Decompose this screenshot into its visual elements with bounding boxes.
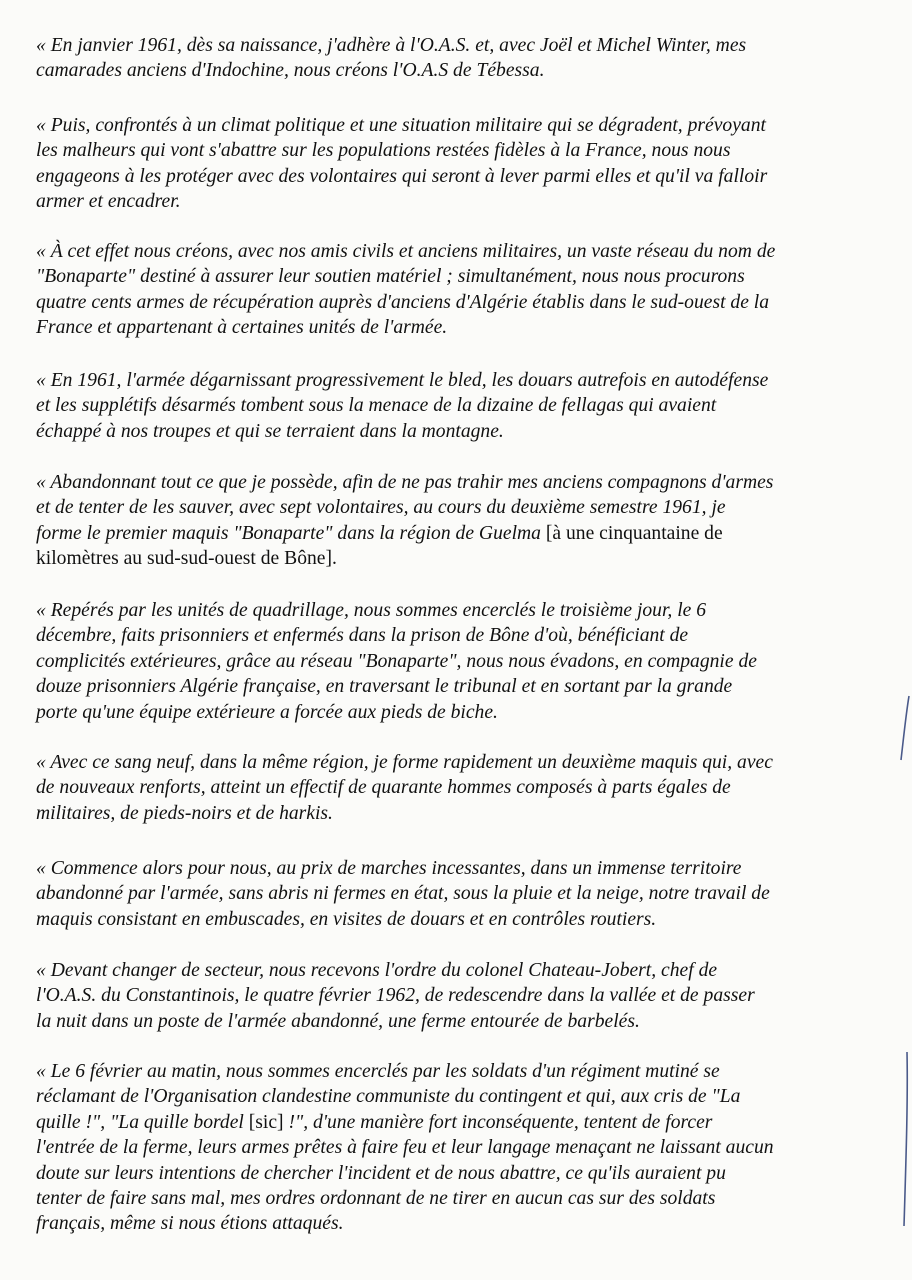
text-line <box>36 1110 884 1135</box>
text-line <box>36 623 884 648</box>
text-line <box>36 239 884 264</box>
paragraph <box>36 750 884 826</box>
text-segment: réclamant de l'Organisation clandestine communiste du contingent et qui, aux cris de "La <box>36 1086 741 1108</box>
text-segment: !", d'une manière fort inconséquente, tentent de forcer <box>283 1111 713 1133</box>
text-line <box>36 470 884 495</box>
text-segment: l'O.A.S. du Constantinois, le quatre février 1962, de redescendre dans la vallée et de passer <box>36 985 755 1007</box>
text-segment: kilomètres au sud-sud-ouest de Bône]. <box>36 548 337 570</box>
text-line <box>36 393 884 418</box>
text-segment: France et appartenant à certaines unités de l'armée. <box>36 317 448 339</box>
text-segment: « Abandonnant tout ce que je possède, afin de ne pas trahir mes anciens compagnons d'armes <box>36 472 774 493</box>
text-segment: échappé à nos troupes et qui se terraient dans la montagne. <box>36 420 504 442</box>
text-line <box>36 264 884 289</box>
text-line <box>36 368 884 393</box>
text-segment: complicités extérieures, grâce au réseau "Bonaparte", nous nous évadons, en compagnie de <box>36 650 757 672</box>
text-segment: militaires, de pieds-noirs et de harkis. <box>36 802 333 824</box>
text-line <box>36 775 884 800</box>
text-line <box>36 164 884 189</box>
text-segment: de nouveaux renforts, atteint un effectif de quarante hommes composés à parts égales de <box>36 777 731 799</box>
text-line <box>36 856 884 881</box>
text-segment: douze prisonniers Algérie française, en traversant le tribunal et en sortant par la grande <box>36 676 733 698</box>
text-segment: forme le premier maquis "Bonaparte" dans la région de Guelma <box>36 522 546 544</box>
text-segment: camarades anciens d'Indochine, nous créons l'O.A.S de Tébessa. <box>36 60 545 82</box>
text-segment: « Puis, confrontés à un climat politique et une situation militaire qui se dégradent, prévoyant <box>36 115 766 136</box>
paragraph <box>36 33 884 84</box>
text-line <box>36 419 884 444</box>
paragraph <box>36 856 884 932</box>
text-segment: les malheurs qui vont s'abattre sur les populations restées fidèles à la France, nous nous <box>36 140 731 162</box>
text-segment: et les supplétifs désarmés tombent sous la menace de la dizaine de fellagas qui avaient <box>36 395 717 417</box>
text-segment: maquis consistant en embuscades, en visites de douars et en contrôles routiers. <box>36 908 657 930</box>
paragraph <box>36 368 884 444</box>
text-line <box>36 983 884 1008</box>
margin-pen-mark-upper <box>896 694 912 764</box>
paragraph <box>36 1059 884 1237</box>
text-line <box>36 907 884 932</box>
text-segment: décembre, faits prisonniers et enfermés dans la prison de Bône d'où, bénéficiant de <box>36 625 689 647</box>
paragraph <box>36 470 884 572</box>
text-line <box>36 1161 884 1186</box>
text-line <box>36 138 884 163</box>
paragraph <box>36 113 884 215</box>
text-segment: français, même si nous étions attaqués. <box>36 1213 344 1235</box>
text-line <box>36 113 884 138</box>
text-line <box>36 546 884 571</box>
text-line <box>36 1009 884 1034</box>
text-segment: la nuit dans un poste de l'armée abandonné, une ferme entourée de barbelés. <box>36 1010 640 1032</box>
paragraph <box>36 958 884 1034</box>
text-line <box>36 881 884 906</box>
text-line <box>36 958 884 983</box>
text-segment: « Le 6 février au matin, nous sommes encerclés par les soldats d'un régiment mutiné se <box>36 1061 720 1082</box>
text-segment: quille !", "La quille bordel <box>36 1111 249 1133</box>
text-segment: et de tenter de les sauver, avec sept volontaires, au cours du deuxième semestre 1961, je <box>36 497 726 519</box>
text-line <box>36 700 884 725</box>
text-line <box>36 750 884 775</box>
text-segment: engageons à les protéger avec des volontaires qui seront à lever parmi elles et qu'il va falloir <box>36 165 768 187</box>
text-segment: « Commence alors pour nous, au prix de marches incessantes, dans un immense territoire <box>36 858 742 879</box>
text-segment: [sic] <box>248 1111 284 1133</box>
text-segment: « Devant changer de secteur, nous recevons l'ordre du colonel Chateau-Jobert, chef de <box>36 960 718 981</box>
text-line <box>36 521 884 546</box>
paragraph <box>36 239 884 341</box>
text-segment: « En 1961, l'armée dégarnissant progressivement le bled, les douars autrefois en autodéfense <box>36 370 769 391</box>
text-segment: tenter de faire sans mal, mes ordres ordonnant de ne tirer en aucun cas sur des soldats <box>36 1188 716 1210</box>
text-segment: quatre cents armes de récupération auprès d'anciens d'Algérie établis dans le sud-ouest de la <box>36 291 770 313</box>
text-segment: abandonné par l'armée, sans abris ni fermes en état, sous la pluie et la neige, notre travail de <box>36 883 770 905</box>
text-segment: « À cet effet nous créons, avec nos amis civils et anciens militaires, un vaste réseau du nom de <box>36 241 776 262</box>
text-line <box>36 1059 884 1084</box>
text-segment: doute sur leurs intentions de chercher l'incident et de nous abattre, ce qu'ils auraient pu <box>36 1162 726 1184</box>
text-line <box>36 801 884 826</box>
text-segment: « Avec ce sang neuf, dans la même région, je forme rapidement un deuxième maquis qui, avec <box>36 752 773 773</box>
margin-pen-mark-lower <box>896 1050 912 1230</box>
text-line <box>36 58 884 83</box>
text-segment: porte qu'une équipe extérieure a forcée aux pieds de biche. <box>36 701 498 723</box>
text-line <box>36 33 884 58</box>
text-segment: "Bonaparte" destiné à assurer leur soutien matériel ; simultanément, nous nous procurons <box>36 266 745 288</box>
paragraph <box>36 598 884 725</box>
text-line <box>36 1211 884 1236</box>
text-segment: armer et encadrer. <box>36 191 181 213</box>
text-line <box>36 495 884 520</box>
text-line <box>36 649 884 674</box>
text-line <box>36 1186 884 1211</box>
text-segment: « En janvier 1961, dès sa naissance, j'adhère à l'O.A.S. et, avec Joël et Michel Winter, mes <box>36 35 747 56</box>
text-line <box>36 674 884 699</box>
text-segment: [à une cinquantaine de <box>545 522 723 544</box>
text-line <box>36 598 884 623</box>
text-line <box>36 189 884 214</box>
text-line <box>36 1135 884 1160</box>
text-line <box>36 1084 884 1109</box>
text-line <box>36 290 884 315</box>
text-segment: l'entrée de la ferme, leurs armes prêtes à faire feu et leur langage menaçant ne laissant aucun <box>36 1137 774 1159</box>
text-segment: « Repérés par les unités de quadrillage, nous sommes encerclés le troisième jour, le 6 <box>36 600 707 621</box>
text-line <box>36 315 884 340</box>
